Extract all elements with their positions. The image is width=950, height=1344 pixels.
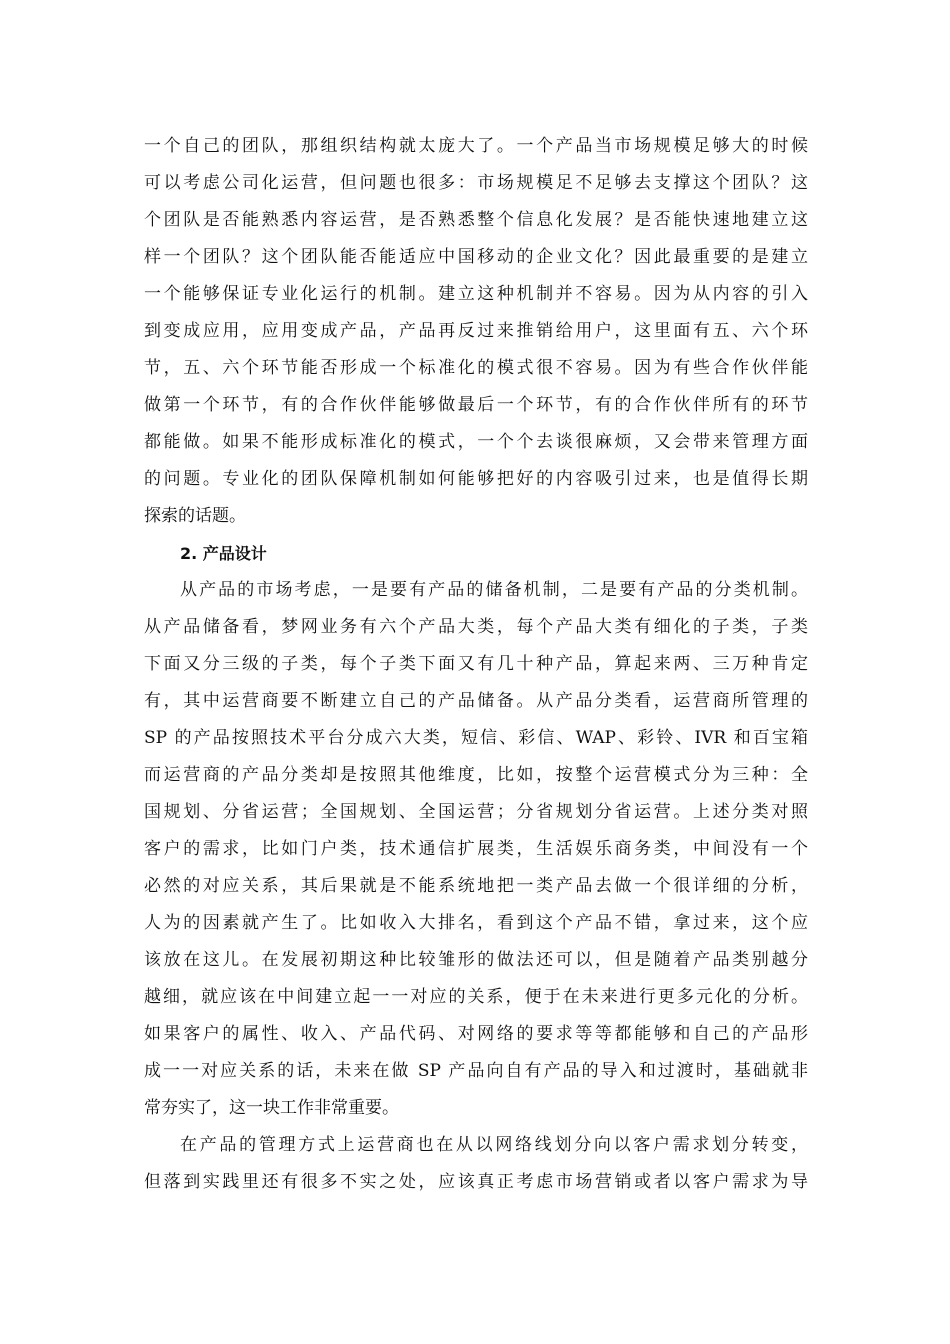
text-line: 个团队是否能熟悉内容运营，是否熟悉整个信息化发展？是否能快速地建立这: [144, 210, 808, 230]
text-line: 但落到实践里还有很多不实之处，应该真正考虑市场营销或者以客户需求为导: [144, 1172, 808, 1192]
text-line: 节，五、六个环节能否形成一个标准化的模式很不容易。因为有些合作伙伴能: [144, 358, 808, 378]
paragraph-3: [144, 1127, 808, 1201]
document-body: [144, 128, 808, 1201]
text-line: 可以考虑公司化运营，但问题也很多：市场规模足不足够去支撑这个团队？这: [144, 173, 808, 193]
text-line: 国规划、分省运营；全国规划、全国运营；分省规划分省运营。上述分类对照: [144, 802, 808, 822]
text-line: 必然的对应关系，其后果就是不能系统地把一类产品去做一个很详细的分析，: [144, 876, 808, 896]
text-line: 一个自己的团队，那组织结构就太庞大了。一个产品当市场规模足够大的时候: [144, 136, 808, 156]
text-line: 越细，就应该在中间建立起一一对应的关系，便于在未来进行更多元化的分析。: [144, 987, 808, 1007]
text-line: 有，其中运营商要不断建立自己的产品储备。从产品分类看，运营商所管理的: [144, 691, 808, 711]
text-line: SP 的产品按照技术平台分成六大类，短信、彩信、WAP、彩铃、IVR 和百宝箱: [144, 728, 808, 748]
text-line: 样一个团队？这个团队能否能适应中国移动的企业文化？因此最重要的是建立: [144, 247, 808, 267]
text-line: 而运营商的产品分类却是按照其他维度，比如，按整个运营模式分为三种：全: [144, 765, 808, 785]
paragraph-2: [144, 572, 808, 1127]
text-line: 从产品的市场考虑，一是要有产品的储备机制，二是要有产品的分类机制。: [180, 580, 808, 600]
text-line: 一个能够保证专业化运行的机制。建立这种机制并不容易。因为从内容的引入: [144, 284, 808, 304]
text-line: 人为的因素就产生了。比如收入大排名，看到这个产品不错，拿过来，这个应: [144, 913, 808, 933]
text-line: 都能做。如果不能形成标准化的模式，一个个去谈很麻烦，又会带来管理方面: [144, 432, 808, 452]
text-line: 从产品储备看，梦网业务有六个产品大类，每个产品大类有细化的子类，子类: [144, 617, 808, 637]
paragraph-1: [144, 128, 808, 535]
text-line: 下面又分三级的子类，每个子类下面又有几十种产品，算起来两、三万种肯定: [144, 654, 808, 674]
text-line: 在产品的管理方式上运营商也在从以网络线划分向以客户需求划分转变，: [180, 1135, 808, 1155]
text-line: 常夯实了，这一块工作非常重要。: [144, 1098, 399, 1118]
text-line: 到变成应用，应用变成产品，产品再反过来推销给用户，这里面有五、六个环: [144, 321, 808, 341]
text-line: 该放在这儿。在发展初期这种比较雏形的做法还可以，但是随着产品类别越分: [144, 950, 808, 970]
text-line: 做第一个环节，有的合作伙伴能够做最后一个环节，有的合作伙伴所有的环节: [144, 395, 808, 415]
text-line: 成一一对应关系的话，未来在做 SP 产品向自有产品的导入和过渡时，基础就非: [144, 1061, 808, 1081]
text-line: 的问题。专业化的团队保障机制如何能够把好的内容吸引过来，也是值得长期: [144, 469, 808, 489]
section-heading: 2. 产品设计: [180, 544, 267, 563]
text-line: 如果客户的属性、收入、产品代码、对网络的要求等等都能够和自己的产品形: [144, 1024, 808, 1044]
text-line: 探索的话题。: [144, 506, 246, 526]
text-line: 客户的需求，比如门户类，技术通信扩展类，生活娱乐商务类，中间没有一个: [144, 839, 808, 859]
